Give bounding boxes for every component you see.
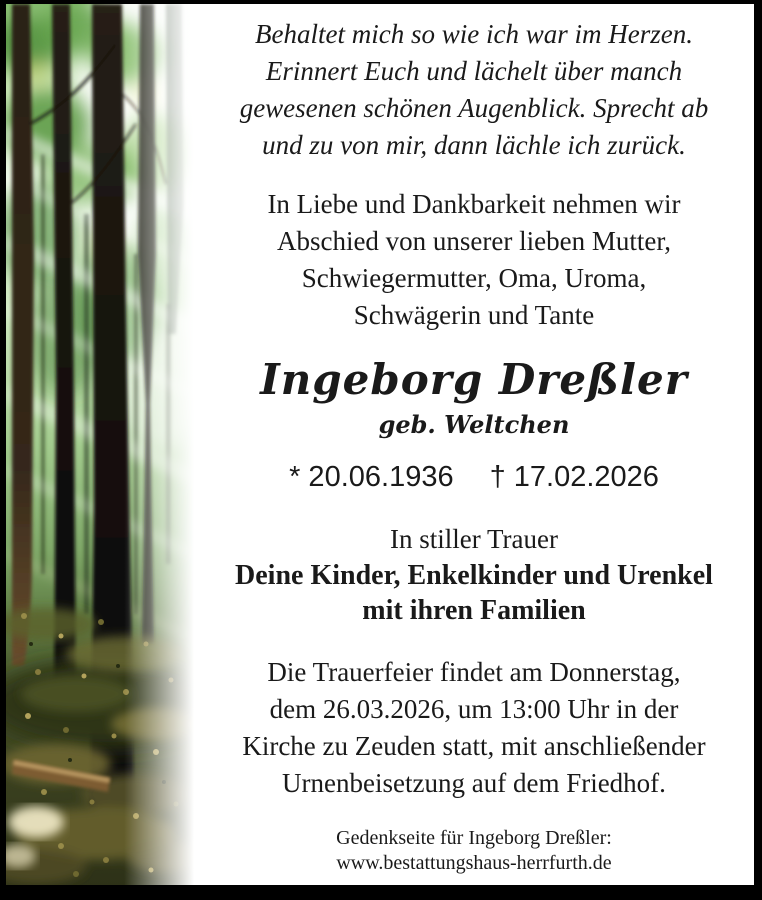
mourning-heading: In stiller Trauer [390, 524, 558, 554]
intro-line: Schwiegermutter, Oma, Uroma, [301, 263, 647, 293]
notice-text-column [194, 4, 754, 885]
verse-line: gewesenen schönen Augenblick. Sprecht ab [239, 93, 709, 123]
farewell-intro [267, 186, 680, 334]
ceremony-line: Urnenbeisetzung auf dem Friedhof. [282, 768, 666, 798]
deceased-name: Ingeborg Dreßler [260, 355, 688, 404]
verse-line: Behaltet mich so wie ich war im Herzen. [255, 19, 693, 49]
ceremony-line: dem 26.03.2026, um 13:00 Uhr in der [269, 694, 679, 724]
life-dates [289, 460, 659, 494]
ceremony-line: Die Trauerfeier findet am Donnerstag, [267, 657, 681, 687]
birth-date: * 20.06.1936 [289, 461, 454, 493]
memorial-footer [336, 826, 612, 876]
opening-verse [240, 16, 709, 164]
intro-line: Schwägerin und Tante [353, 300, 595, 330]
mourning-family [235, 558, 713, 628]
intro-line: Abschied von unserer lieben Mutter, [276, 226, 672, 256]
maiden-name: geb. Weltchen [378, 410, 570, 439]
memorial-url: www.bestattungshaus-herrfurth.de [336, 852, 612, 874]
family-line: Deine Kinder, Enkelkinder und Urenkel [235, 560, 713, 591]
death-date: † 17.02.2026 [489, 461, 659, 493]
intro-line: In Liebe und Dankbarkeit nehmen wir [267, 189, 681, 219]
ceremony-details [242, 654, 705, 802]
memorial-caption: Gedenkseite für Ingeborg Dreßler: [336, 827, 612, 849]
family-line: mit ihren Familien [362, 595, 586, 626]
verse-line: Erinnert Euch und lächelt über manch [265, 56, 683, 86]
forest-photo [6, 4, 194, 885]
verse-line: und zu von mir, dann lächle ich zurück. [262, 130, 686, 160]
ceremony-line: Kirche zu Zeuden statt, mit anschließender [242, 731, 706, 761]
